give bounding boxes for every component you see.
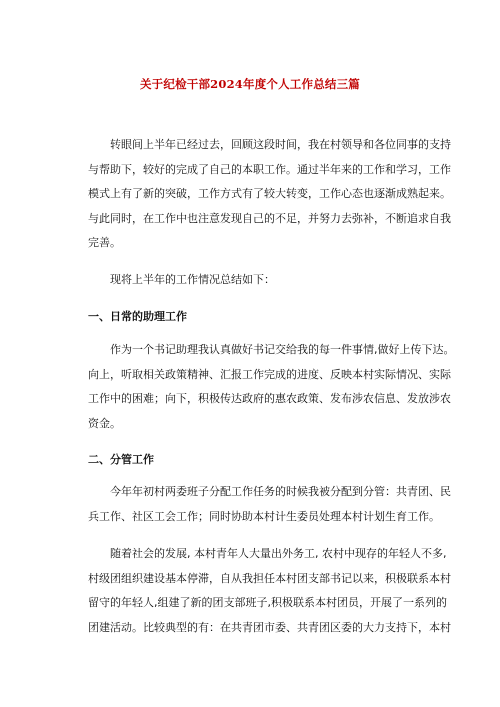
paragraph-task-assignment bbox=[88, 480, 451, 529]
paragraph-line: 完善。 bbox=[88, 236, 121, 249]
paragraph-line: 村级团组织建设基本停滞，自从我担任本村团支部书记以来，积极联系本村 bbox=[88, 571, 451, 585]
paragraph-line: 向上，听取相关政策精神、汇报工作完成的进度、反映本村实际情况、实际 bbox=[88, 367, 451, 381]
paragraph-line: 资金。 bbox=[88, 416, 121, 430]
section-heading-daily-assistant-work: 一、日常的助理工作 bbox=[88, 310, 187, 323]
paragraph-line: 工作中的困难；向下，积极传达政府的惠农政策、发布涉农信息、发放涉农 bbox=[88, 392, 451, 405]
paragraph-line: 现将上半年的工作情况总结如下： bbox=[110, 273, 275, 286]
section-heading-assigned-work: 二、分管工作 bbox=[88, 453, 154, 466]
paragraph-summary-lead bbox=[88, 268, 434, 293]
paragraph-line: 留守的年轻人,组建了新的团支部班子,积极联系本村团员，开展了一系列的 bbox=[88, 596, 447, 609]
document-title: 关于纪检干部2024年度个人工作总结三篇 bbox=[139, 77, 360, 91]
paragraph-line: 今年年初村两委班子分配工作任务的时候我被分配到分管：共青团、民 bbox=[110, 485, 451, 498]
paragraph-line: 转眼间上半年已经过去，回顾这段时间，我在村领导和各位同事的支持 bbox=[110, 138, 451, 151]
paragraph-line: 兵工作、社区工会工作；同时协助本村计生委员处理本村计划生育工作。 bbox=[88, 509, 440, 523]
paragraph-line: 模式上有了新的突破，工作方式有了较大转变，工作心态也逐渐成熟起来。 bbox=[88, 187, 451, 200]
paragraph-line: 与帮助下，较好的完成了自己的本职工作。通过半年来的工作和学习，工作 bbox=[88, 162, 451, 176]
paragraph-assistant-duties bbox=[88, 338, 455, 436]
paragraph-line: 团建活动。比较典型的有：在共青团市委、共青团区委的大力支持下，本村 bbox=[88, 620, 451, 634]
paragraph-line: 随着社会的发展, 本村青年人大量出外务工, 农村中现存的年轻人不多, bbox=[110, 547, 447, 560]
paragraph-youth-league bbox=[88, 542, 451, 640]
paragraph-line: 作为一个书记助理我认真做好书记交给我的每一件事情,做好上传下达。 bbox=[110, 343, 455, 356]
paragraph-intro bbox=[88, 133, 451, 256]
paragraph-line: 与此同时，在工作中也注意发现自己的不足，并努力去弥补，不断追求自我 bbox=[88, 211, 451, 225]
